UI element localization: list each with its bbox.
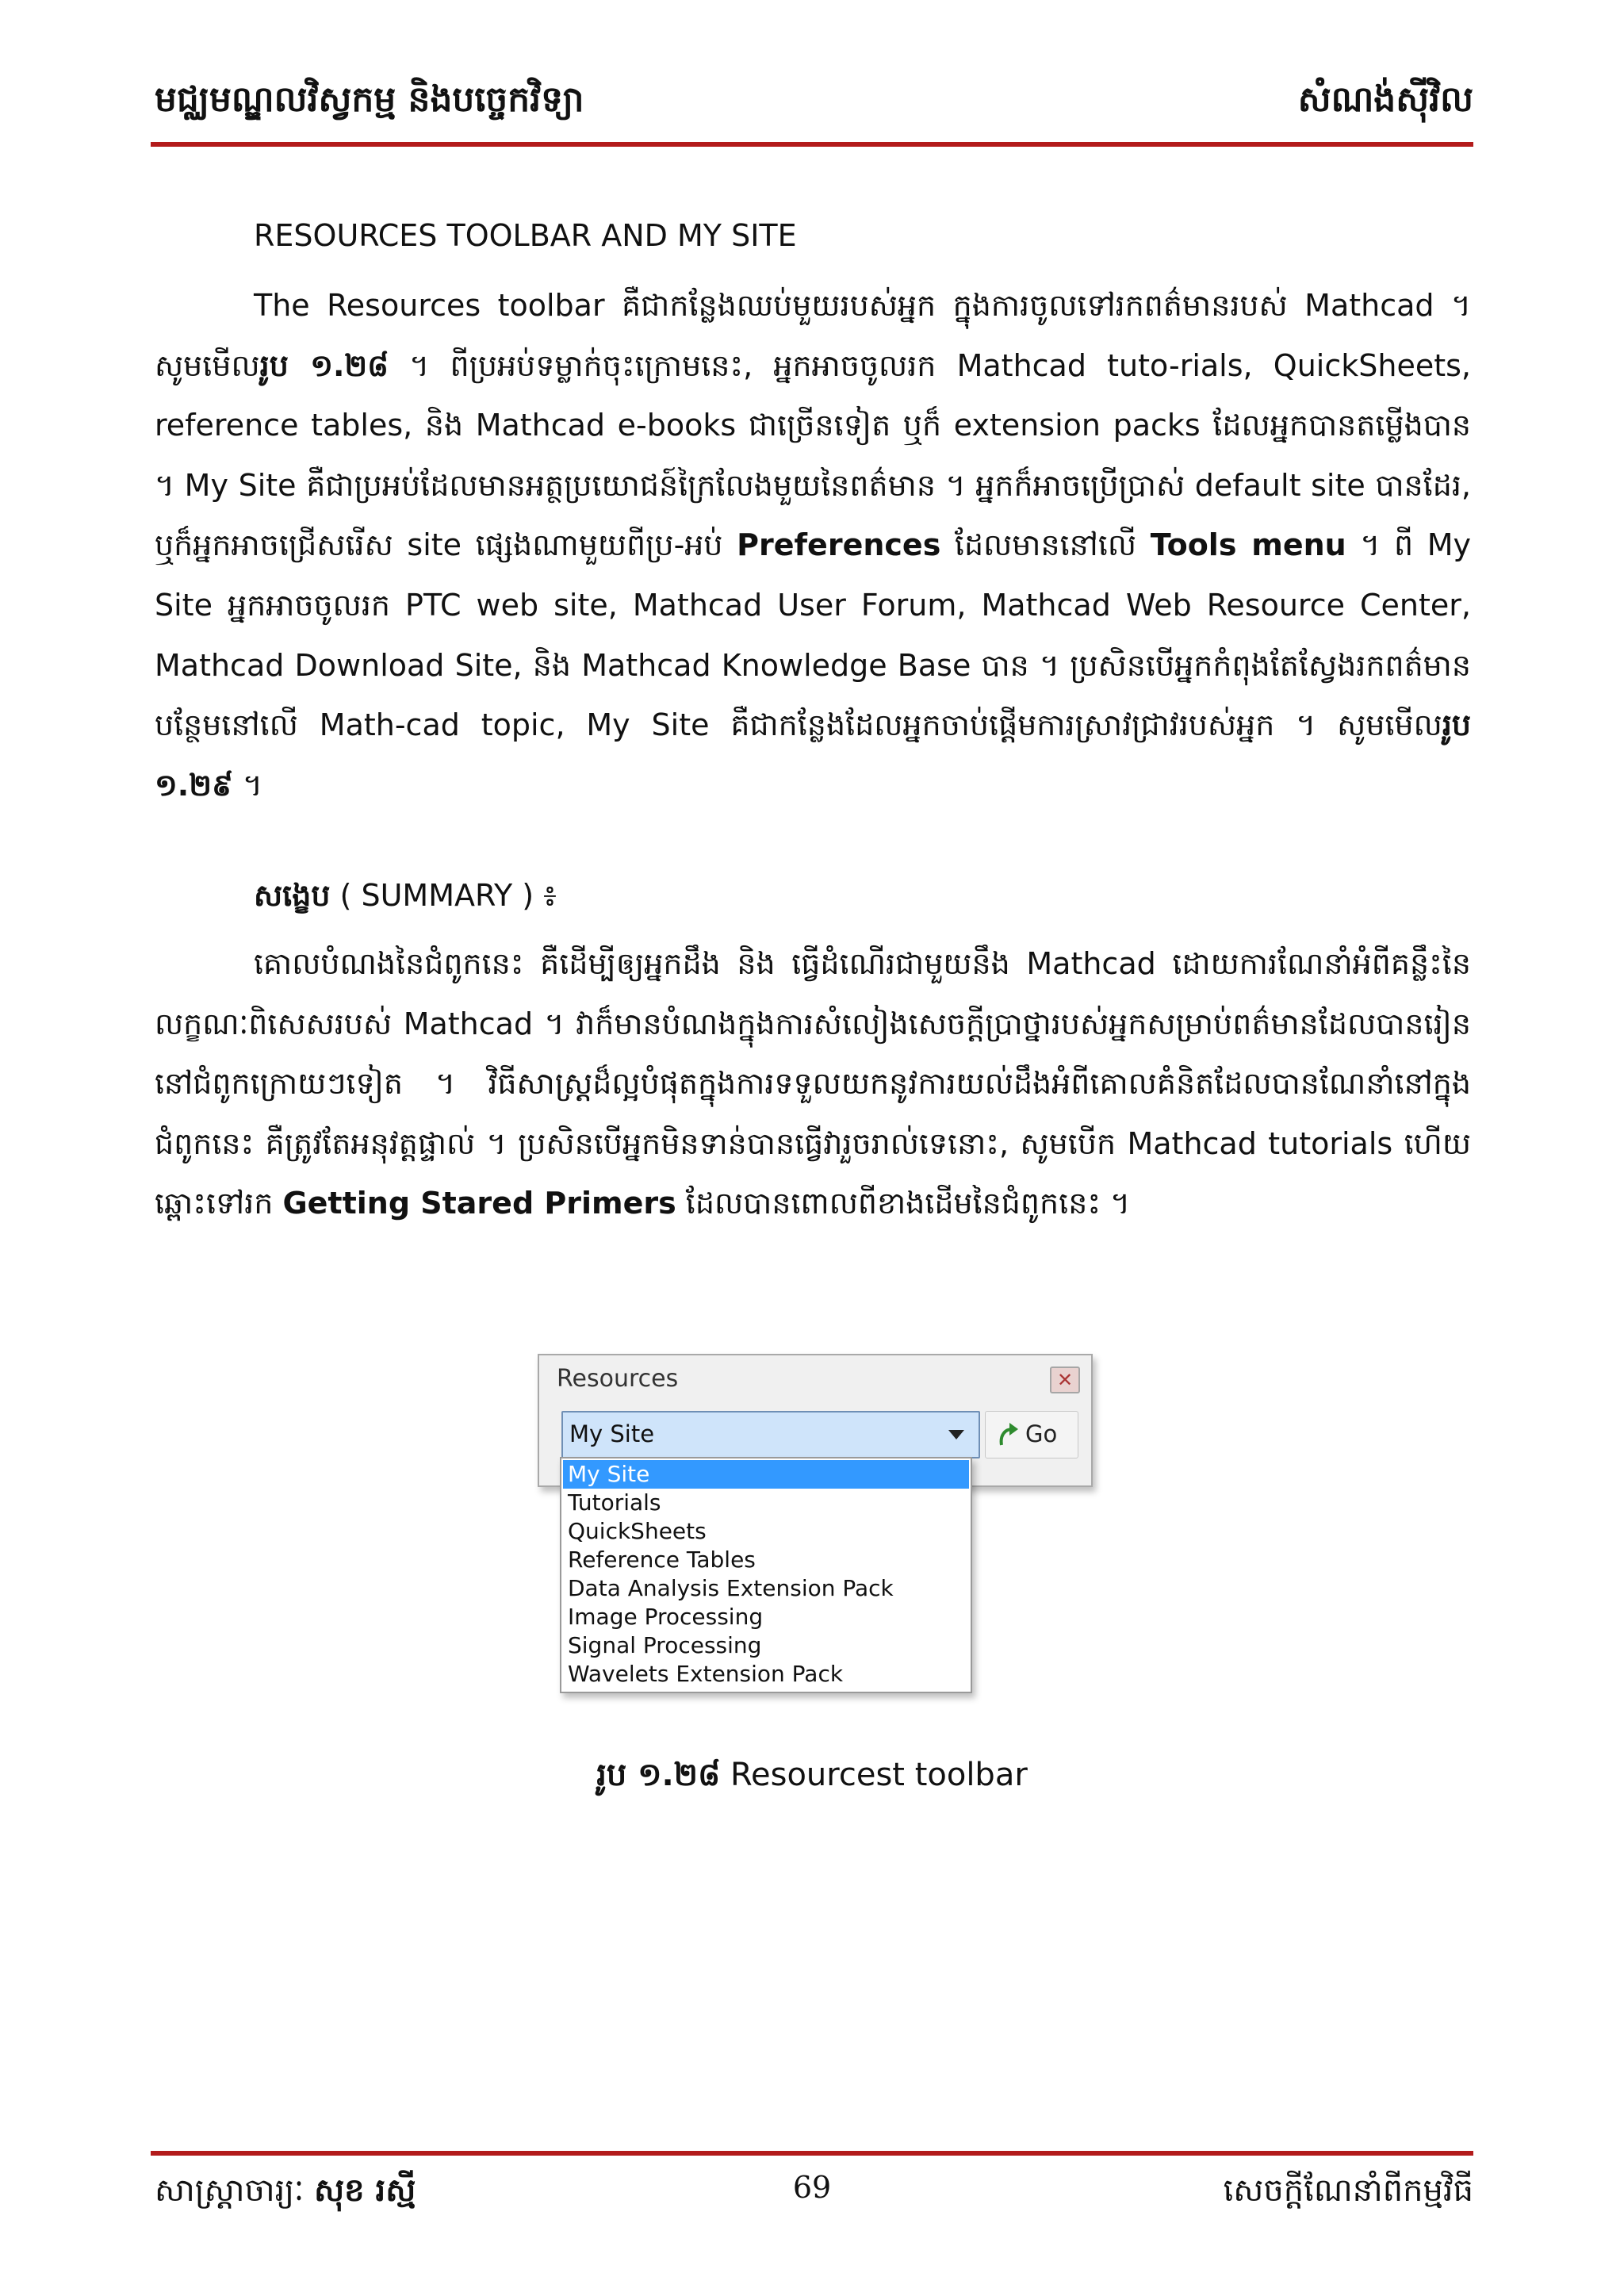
dropdown-item-reference-tables[interactable]: Reference Tables — [568, 1547, 756, 1573]
paragraph-resources — [155, 276, 1471, 815]
dropdown-item-data-analysis[interactable]: Data Analysis Extension Pack — [568, 1575, 894, 1601]
header-title: សំណង់ស៊ីវិល — [1297, 79, 1473, 120]
menu-ref-tools: Tools menu — [1150, 527, 1346, 563]
section-heading-summary — [254, 876, 557, 921]
figure-caption — [0, 1754, 1624, 1801]
text-run: គោលបំណងនៃជំពូកនេះ គឺដើម្បីឲ្យអ្នកដឹង និង ធ្វើដំណើរជាមួយនឹង Mathcad ដោយការណែនាំអំពីគន្លឹះនៃលក្ខណៈពិសេសរបស់ Mathcad ។ វាក៏មានបំណងក្នុងការសំលៀងសេចក្តីប្រាថ្នារបស់អ្នកសម្រាប់ពត៌មានដែលបានរៀននៅជំពូកក្រោយៗទៀត ។ វិធីសាស្ត្រដ៏ល្អបំផុតក្នុងការទទួលយកនូវការយល់ដឹងអំពីគោលគំនិតដែលបានណែនាំនៅក្នុងជំពូកនេះ គឺត្រូវតែអនុវត្តផ្ទាល់ ។ ប្រសិនបើអ្នកមិនទាន់បានធ្វើវារួចរាល់ទេនោះ, សូមបើក Mathcad tutorials ហើយឆ្ពោះទៅរក — [155, 946, 1471, 1221]
text-run: ។ — [232, 767, 262, 803]
figure-ref: រូប ១.២៨ — [259, 347, 389, 383]
chevron-down-icon[interactable] — [948, 1430, 964, 1439]
term-getting-started: Getting Stared Primers — [282, 1186, 676, 1221]
page-number: 69 — [792, 2170, 832, 2205]
menu-ref-preferences: Preferences — [737, 527, 941, 563]
paragraph-summary — [155, 934, 1471, 1234]
text-run: ដែលបានពោលពីខាងដើមនៃជំពូកនេះ ។ — [676, 1186, 1131, 1221]
footer-title: សេចក្តីណែនាំពីកម្មវិធី — [1223, 2172, 1473, 2209]
site-select[interactable] — [561, 1411, 980, 1458]
site-select-value: My Site — [569, 1420, 655, 1447]
text-run: The Resources toolbar គឺជាកន្លែងឈប់មួយរបស់អ្នក ក្នុងការចូលទៅរកពត៌មានរបស់ Mathcad ។ សូមមើល — [155, 288, 1471, 383]
text-run: ។ ពីប្រអប់ទម្លាក់ចុះក្រោមនេះ, អ្នកអាចចូលរក Mathcad tuto-rials, QuickSheets, reference tables, និង Mathcad e-books ជាច្រើនទៀត ឬក៏ extension packs ដែលអ្នកបានតម្លើងបាន ។ My Site គឺជាប្រអប់ដែលមានអត្ថប្រយោជន៍ក្រៃលែងមួយនៃពត៌មាន ។ អ្នកក៏អាចប្រើប្រាស់ default site បានដែរ, ឬក៏អ្នកអាចជ្រើសរើស site ផ្សេងណាមួយពីប្រ-អប់ — [155, 347, 1471, 563]
header-institute: មជ្ឈមណ្ឌលវិស្វកម្ម និងបច្ចេកវិទ្យា — [155, 79, 584, 120]
footer-rule — [151, 2151, 1473, 2156]
caption-figure-number: រូប ១.២៨ — [596, 1757, 721, 1793]
dropdown-item-my-site[interactable]: My Site — [563, 1460, 969, 1489]
go-label: Go — [1025, 1420, 1058, 1447]
figure-ref: រូប ១.២៩ — [155, 707, 1471, 803]
section-heading-resources: RESOURCES TOOLBAR AND MY SITE — [254, 218, 797, 253]
dropdown-item-tutorials[interactable]: Tutorials — [568, 1489, 661, 1516]
summary-heading-en: ( SUMMARY ) ៖ — [330, 878, 557, 913]
text-run: ។ ពី My Site អ្នកអាចចូលរក PTC web site, Mathcad User Forum, Mathcad Web Resource Center, Mathcad Download Site, និង Mathcad Knowledge Base បាន ។ ប្រសិនបើអ្នកកំពុងតែស្វែងរកពត៌មានបន្ថែមនៅលើ Math-cad topic, My Site គឺជាកន្លែងដែលអ្នកចាប់ផ្តើមការស្រាវជ្រាវរបស់អ្នក ។ សូមមើល — [155, 527, 1472, 743]
caption-text: Resourcest toolbar — [720, 1757, 1028, 1793]
dropdown-item-signal-processing[interactable]: Signal Processing — [568, 1632, 762, 1658]
go-arrow-icon — [997, 1421, 1021, 1448]
header-rule — [151, 142, 1473, 147]
section-resources-body — [155, 276, 1471, 815]
author-name: សុខ រស្មី — [314, 2172, 416, 2209]
text-run: ដែលមាននៅលើ — [940, 527, 1151, 563]
close-icon[interactable]: ✕ — [1050, 1366, 1080, 1393]
dropdown-item-wavelets[interactable]: Wavelets Extension Pack — [568, 1661, 844, 1687]
summary-heading-kh: សង្ខេប — [254, 878, 331, 913]
author-label: សាស្ត្រាចារ្យៈ — [155, 2172, 315, 2209]
go-button[interactable] — [985, 1411, 1078, 1458]
window-title: Resources — [557, 1365, 679, 1393]
site-dropdown-list — [560, 1457, 972, 1693]
section-summary-body — [155, 934, 1471, 1234]
dropdown-item-image-processing[interactable]: Image Processing — [568, 1604, 764, 1630]
dropdown-item-quicksheets[interactable]: QuickSheets — [568, 1518, 707, 1544]
